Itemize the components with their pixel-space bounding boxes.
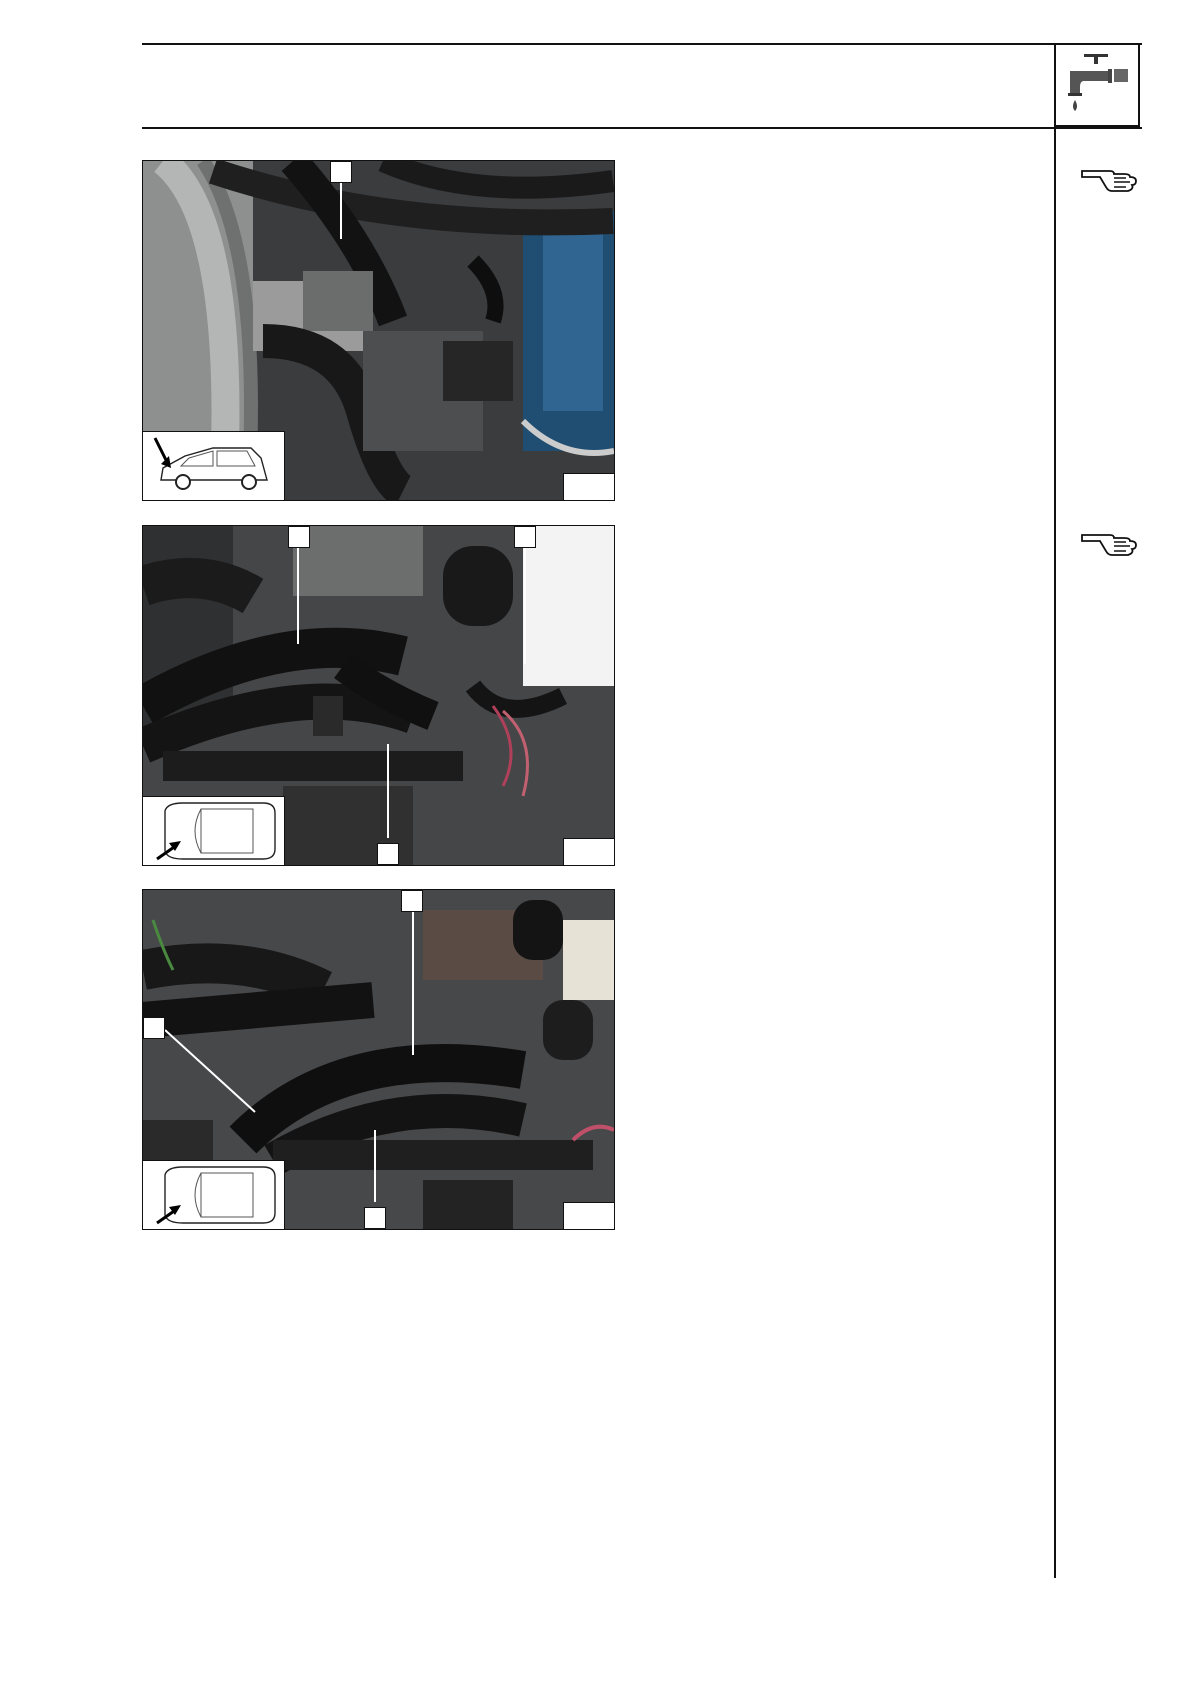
- figure-reference-box: [563, 1202, 614, 1229]
- pointing-hand-icon: [1080, 527, 1142, 559]
- vehicle-location-inset: [143, 796, 285, 865]
- callout-box: [377, 843, 399, 865]
- callout-box: [514, 526, 536, 548]
- figure-reference-box: [563, 473, 614, 500]
- car-top-view-icon: [143, 797, 284, 865]
- figure-3-photo: [142, 889, 615, 1230]
- header-icon-box: [1056, 43, 1140, 127]
- vehicle-location-inset: [143, 1160, 285, 1229]
- header-bottom-rule: [142, 127, 1142, 129]
- car-top-view-icon: [143, 1161, 284, 1229]
- callout-box: [364, 1207, 386, 1229]
- pointing-hand-icon: [1080, 163, 1142, 195]
- margin-rule: [1054, 43, 1056, 1578]
- callout-box: [330, 161, 352, 183]
- callout-box: [143, 1017, 165, 1039]
- figure-1-photo: [142, 160, 615, 501]
- car-side-view-icon: [143, 432, 284, 500]
- water-tap-icon: [1056, 45, 1138, 127]
- header-top-rule: [142, 43, 1142, 45]
- figure-2-photo: [142, 525, 615, 866]
- callout-box: [288, 526, 310, 548]
- figure-reference-box: [563, 838, 614, 865]
- callout-box: [401, 890, 423, 912]
- vehicle-location-inset: [143, 431, 285, 500]
